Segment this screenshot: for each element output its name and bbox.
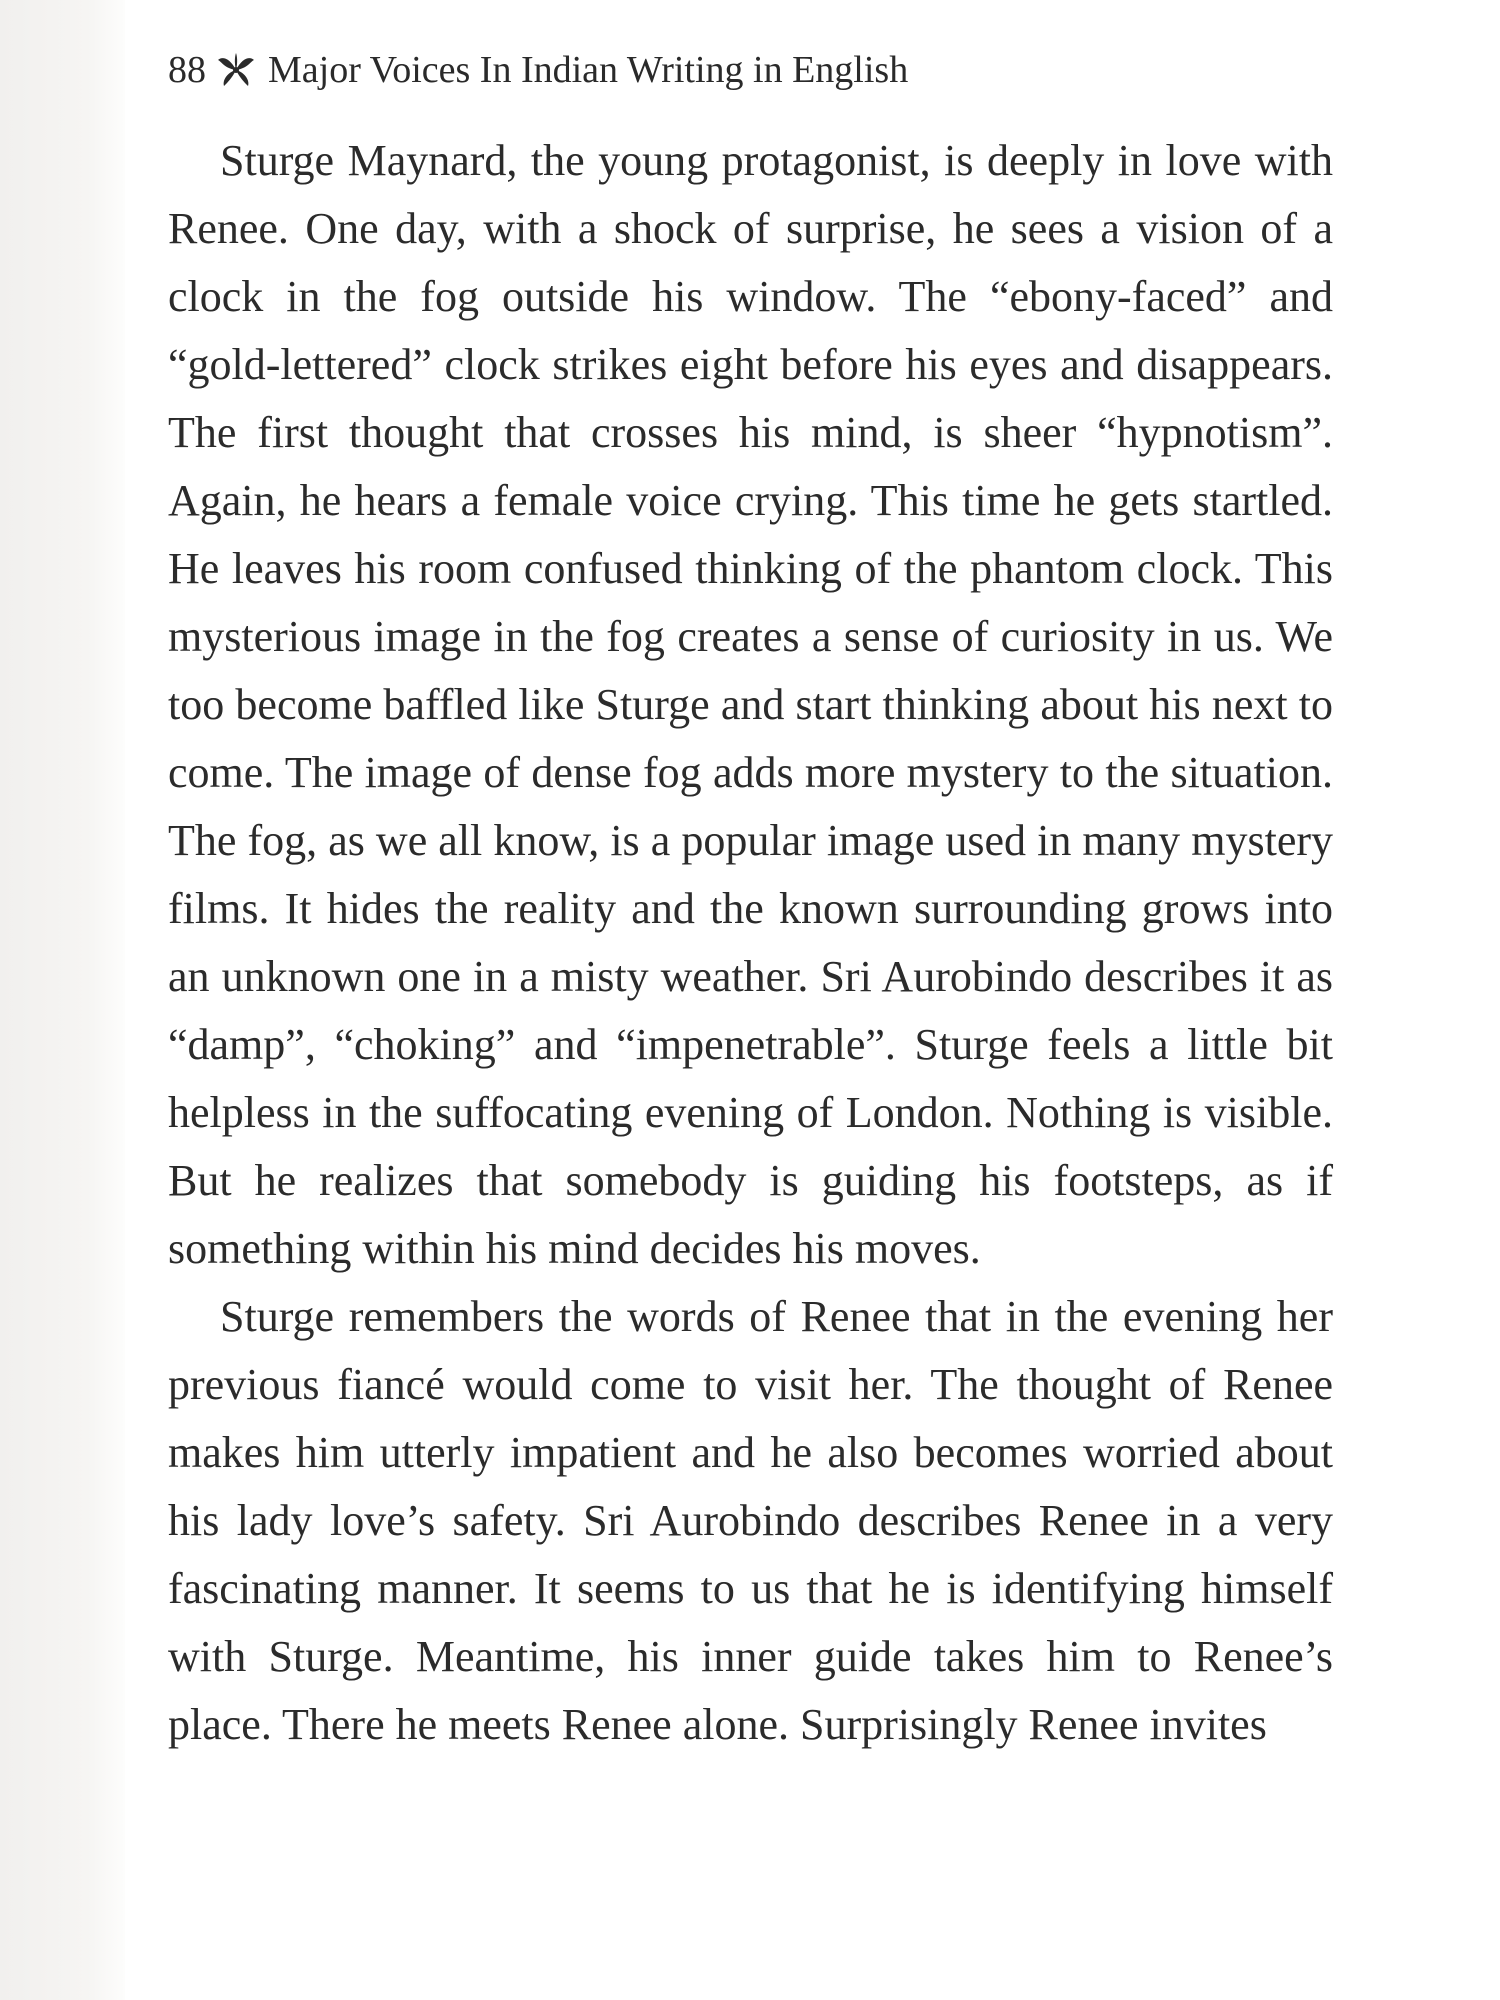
paragraph: Sturge remembers the words of Renee that in the evening her previous fiancé would come to visit her. The thought of Renee makes him utterly impatient and he also becomes worried about his lady love’s safety. Sri Aurobindo describes Renee in a very fascinating manner. It seems to us that he is identifying himself with Sturge. Meantime, his inner guide takes him to Renee’s place. There he meets Renee alone. Surprisingly Renee invites	[168, 1292, 1333, 1749]
running-header	[168, 44, 908, 102]
leaf-ornament-icon	[216, 50, 256, 102]
page-number: 88	[168, 49, 206, 91]
paragraph: Sturge Maynard, the young protagonist, is deeply in love with Renee. One day, with a shock of surprise, he sees a vision of a clock in the fog outside his window. The “ebony-faced” and “gold-lettered” clock strikes eight before his eyes and disappears. The first thought that crosses his mind, is sheer “hypnotism”. Again, he hears a female voice crying. This time he gets startled. He leaves his room confused thinking of the phantom clock. This mysterious image in the fog creates a sense of curiosity in us. We too become baffled like Sturge and start thinking about his next to come. The image of dense fog adds more mystery to the situation. The fog, as we all know, is a popular image used in many mystery films. It hides the reality and the known surrounding grows into an unknown one in a misty weather. Sri Aurobindo describes it as “damp”, “choking” and “impenetrable”. Sturge feels a little bit helpless in the suffocating evening of London. Nothing is visible. But he realizes that somebody is guiding his footsteps, as if something within his mind decides his moves.	[168, 136, 1333, 1273]
book-title: Major Voices In Indian Writing in English	[268, 49, 909, 91]
body-text	[168, 127, 1333, 1759]
